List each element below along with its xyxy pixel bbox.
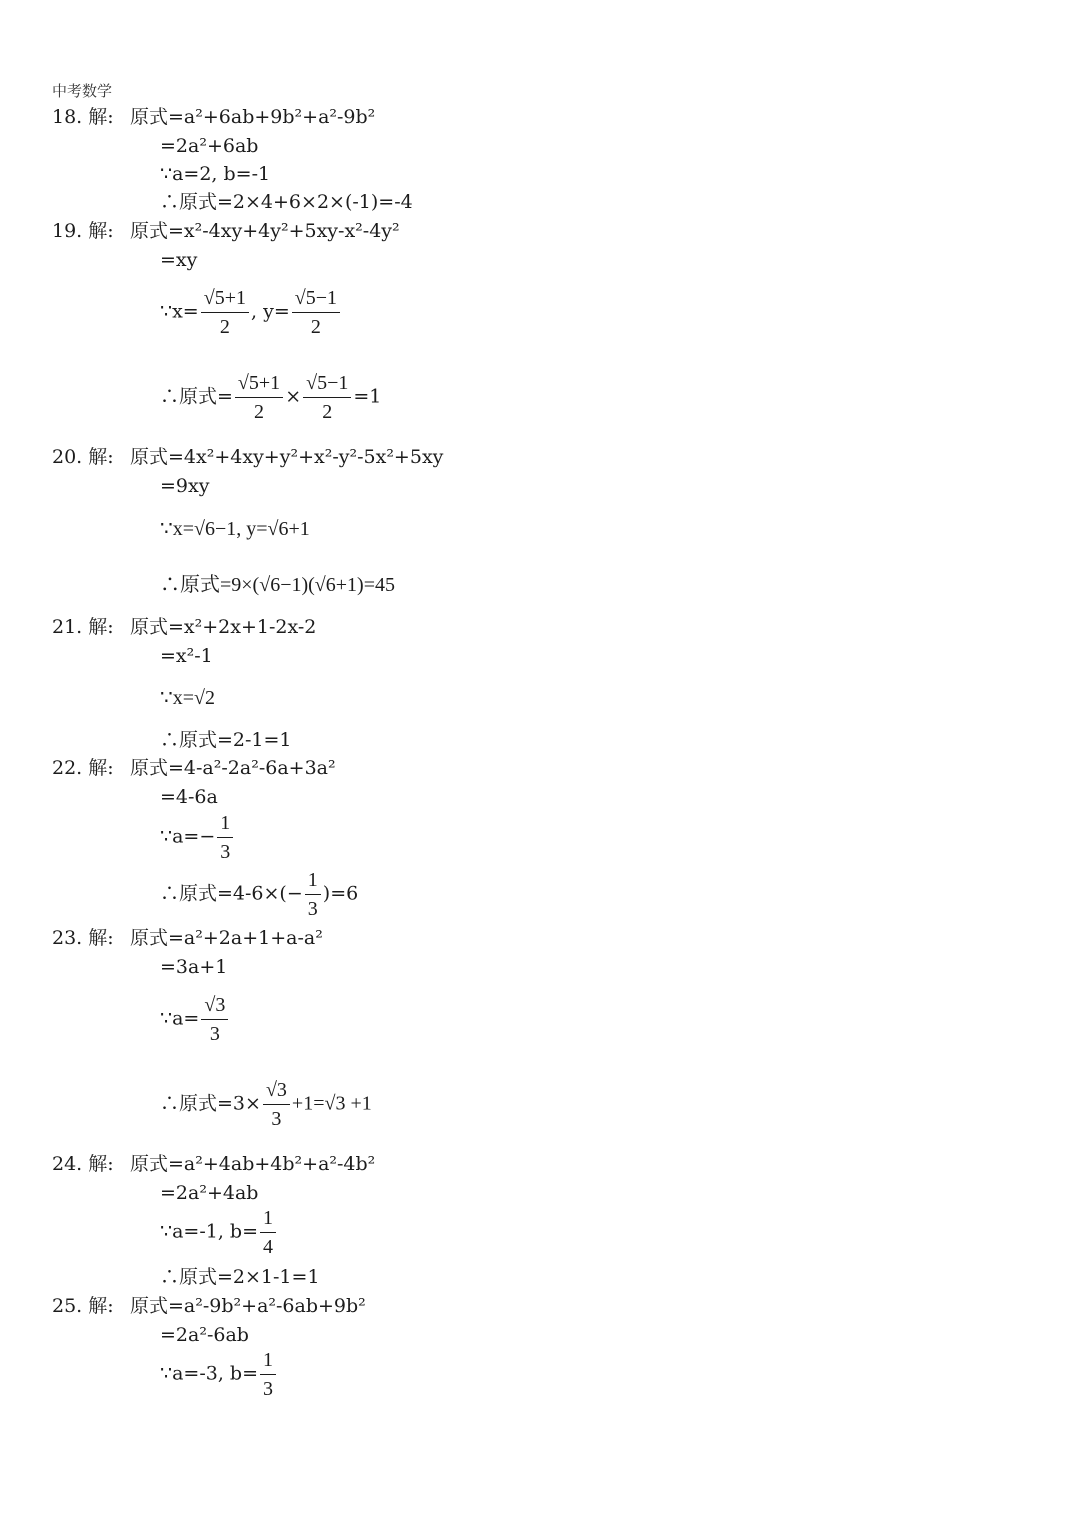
- result-line: ∴原式=2-1=1: [160, 729, 292, 751]
- given-line: ∵a=2, b=-1: [160, 163, 271, 185]
- given-line: [160, 1206, 278, 1259]
- denominator: 2: [254, 401, 265, 423]
- result-label: ∴原式=: [160, 385, 233, 408]
- step-line: =3a+1: [160, 956, 228, 978]
- denominator: 3: [307, 898, 318, 920]
- step-line: 原式=a²+4ab+4b²+a²-4b²: [130, 1153, 376, 1175]
- fraction: [235, 371, 283, 424]
- result-line: [160, 371, 381, 424]
- fraction: [217, 811, 233, 864]
- fraction: [201, 993, 228, 1046]
- step-line: =xy: [160, 249, 198, 271]
- numerator: √5−1: [303, 371, 351, 398]
- denominator: 2: [322, 401, 333, 423]
- fraction: [303, 371, 351, 424]
- numerator: √3: [201, 993, 228, 1020]
- step-line: 原式=a²+2a+1+a-a²: [130, 927, 323, 949]
- step-line: =9xy: [160, 475, 210, 497]
- fraction: [260, 1206, 276, 1259]
- given-line: ∵x=√2: [160, 687, 215, 709]
- given-label: ∵a=-1, b=: [160, 1220, 259, 1243]
- problem-number: 20. 解:: [52, 446, 114, 468]
- step-line: 原式=x²+2x+1-2x-2: [130, 616, 317, 638]
- given-line: ∵x=√6−1, y=√6+1: [160, 518, 310, 540]
- problem-number: 24. 解:: [52, 1153, 114, 1175]
- problem-number: 18. 解:: [52, 106, 114, 128]
- given-line: [160, 1348, 278, 1401]
- result-value: +1=√3 +1: [291, 1092, 372, 1115]
- page-header: 中考数学: [52, 82, 113, 100]
- denominator: 3: [209, 1023, 220, 1045]
- denominator: 4: [263, 1236, 274, 1258]
- fraction: [201, 286, 249, 339]
- result-line: ∴原式=9×(√6−1)(√6+1)=45: [160, 574, 395, 596]
- result-line: [160, 868, 358, 921]
- numerator: 1: [260, 1206, 276, 1233]
- times-sign: ×: [285, 385, 302, 408]
- given-label: , y=: [251, 300, 290, 323]
- denominator: 3: [220, 841, 231, 863]
- numerator: √5+1: [201, 286, 249, 313]
- given-label: ∵a=: [160, 1007, 200, 1030]
- numerator: 1: [260, 1348, 276, 1375]
- given-label: ∵a=−: [160, 825, 216, 848]
- result-line: [160, 1078, 372, 1131]
- problem-number: 21. 解:: [52, 616, 114, 638]
- fraction: [260, 1348, 276, 1401]
- denominator: 2: [219, 316, 230, 338]
- step-line: 原式=4x²+4xy+y²+x²-y²-5x²+5xy: [130, 446, 444, 468]
- step-line: =2a²+4ab: [160, 1182, 259, 1204]
- step-line: =2a²-6ab: [160, 1324, 249, 1346]
- numerator: √5+1: [235, 371, 283, 398]
- problem-number: 22. 解:: [52, 757, 114, 779]
- numerator: √5−1: [292, 286, 340, 313]
- step-line: =4-6a: [160, 786, 218, 808]
- given-line: [160, 811, 235, 864]
- given-label: ∵x=: [160, 300, 199, 323]
- fraction: [292, 286, 340, 339]
- result-label: ∴原式=4-6×(−: [160, 882, 303, 905]
- numerator: 1: [217, 811, 233, 838]
- result-value: )=6: [322, 882, 359, 905]
- result-value: =1: [353, 385, 382, 408]
- step-line: 原式=x²-4xy+4y²+5xy-x²-4y²: [130, 220, 400, 242]
- step-line: =x²-1: [160, 645, 213, 667]
- step-line: =2a²+6ab: [160, 135, 259, 157]
- step-line: 原式=a²+6ab+9b²+a²-9b²: [130, 106, 376, 128]
- denominator: 3: [271, 1108, 282, 1130]
- result-line: ∴原式=2×1-1=1: [160, 1266, 320, 1288]
- fraction: [305, 868, 321, 921]
- given-line: [160, 993, 230, 1046]
- denominator: 3: [263, 1378, 274, 1400]
- problem-number: 23. 解:: [52, 927, 114, 949]
- given-label: ∵a=-3, b=: [160, 1362, 259, 1385]
- result-line: ∴原式=2×4+6×2×(-1)=-4: [160, 191, 413, 213]
- problem-number: 19. 解:: [52, 220, 114, 242]
- numerator: √3: [263, 1078, 290, 1105]
- problem-number: 25. 解:: [52, 1295, 114, 1317]
- result-label: ∴原式=3×: [160, 1092, 261, 1115]
- given-line: [160, 286, 342, 339]
- denominator: 2: [310, 316, 321, 338]
- numerator: 1: [305, 868, 321, 895]
- step-line: 原式=4-a²-2a²-6a+3a²: [130, 757, 336, 779]
- step-line: 原式=a²-9b²+a²-6ab+9b²: [130, 1295, 366, 1317]
- fraction: [263, 1078, 290, 1131]
